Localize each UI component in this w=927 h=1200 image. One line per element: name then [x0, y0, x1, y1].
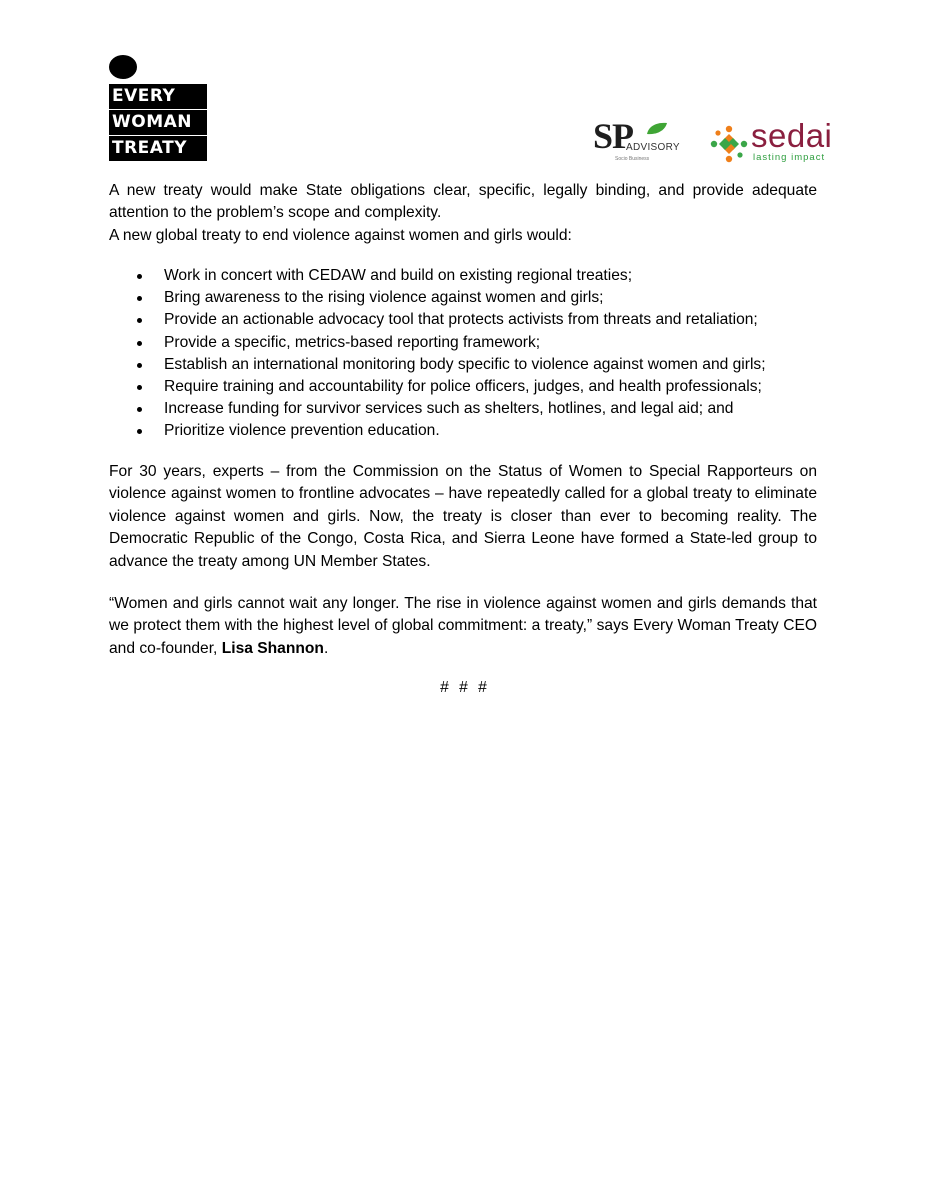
bullet-icon: [137, 429, 142, 434]
quote-attribution-name: Lisa Shannon: [221, 639, 324, 657]
list-item-text: Prioritize violence prevention education.: [164, 422, 440, 440]
list-item-text: Require training and accountability for police officers, judges, and health professionals;: [164, 378, 762, 396]
treaty-benefits-list: [109, 265, 817, 443]
bullet-icon: [137, 407, 142, 412]
end-of-release-mark: # # #: [440, 679, 487, 696]
logo-dot: [109, 55, 137, 79]
history-paragraph: For 30 years, experts – from the Commission on the Status of Women to Special Rapporteurs on violence against women to frontline advocates – have repeatedly called for a global treaty to eliminate violence against women and girls. Now, the treaty is closer than ever to becoming reality. The Democratic Republic of the Congo, Costa Rica, and Sierra Leone have formed a State-led group to advance the treaty among UN Member States.: [109, 463, 817, 570]
sp-logo-subtitle: Socio Business: [615, 156, 650, 162]
list-item-text: Bring awareness to the rising violence against women and girls;: [164, 289, 604, 307]
list-item-text: Provide an actionable advocacy tool that protects activists from threats and retaliation;: [164, 311, 758, 329]
list-item-text: Provide a specific, metrics-based reporting framework;: [164, 333, 541, 351]
list-item: [109, 376, 817, 398]
quote-end-punctuation: .: [323, 639, 329, 657]
sedai-wordmark: sedai: [751, 117, 833, 154]
bullet-icon: [137, 318, 142, 323]
sedai-logo: [709, 117, 844, 166]
sp-logo-letters: SP: [593, 116, 634, 156]
bullet-icon: [137, 274, 142, 279]
list-item-text: Increase funding for survivor services such as shelters, hotlines, and legal aid; and: [164, 400, 734, 418]
list-item: [109, 332, 817, 354]
logo-word-treaty: TREATY: [109, 136, 207, 161]
sp-logo-advisory: ADVISORY: [626, 142, 680, 153]
list-item: [109, 309, 817, 331]
sp-advisory-logo: [593, 118, 683, 166]
sedai-people-mark-icon: [709, 124, 749, 164]
bullet-icon: [137, 341, 142, 346]
list-item-text: Establish an international monitoring body specific to violence against women and girls;: [164, 355, 766, 373]
intro-line-1: A new treaty would make State obligations clear, specific, legally binding, and provide adequate attention to the problem’s scope and complexity.: [109, 182, 817, 222]
leaf-icon: [646, 122, 668, 135]
sedai-tagline: lasting impact: [753, 152, 826, 163]
list-item: [109, 420, 817, 442]
list-item-text: Work in concert with CEDAW and build on existing regional treaties;: [164, 267, 633, 284]
list-item: [109, 265, 817, 287]
bullet-icon: [137, 363, 142, 368]
intro-text: [109, 180, 817, 247]
bullet-icon: [137, 296, 142, 301]
bullet-icon: [137, 385, 142, 390]
logo-word-every: EVERY: [109, 84, 207, 109]
intro-line-2: A new global treaty to end violence against women and girls would:: [109, 226, 572, 244]
list-item: [109, 287, 817, 309]
quote-text: “Women and girls cannot wait any longer. The rise in violence against women and girls demands that we protect them with the highest level of global commitment: a treaty,” says Every Woman Treaty CEO and co-founder,: [109, 595, 817, 657]
list-item: [109, 354, 817, 376]
quote-paragraph: [109, 593, 817, 660]
logo-word-woman: WOMAN: [109, 110, 207, 135]
every-woman-treaty-logo: [109, 55, 207, 162]
list-item: [109, 398, 817, 420]
